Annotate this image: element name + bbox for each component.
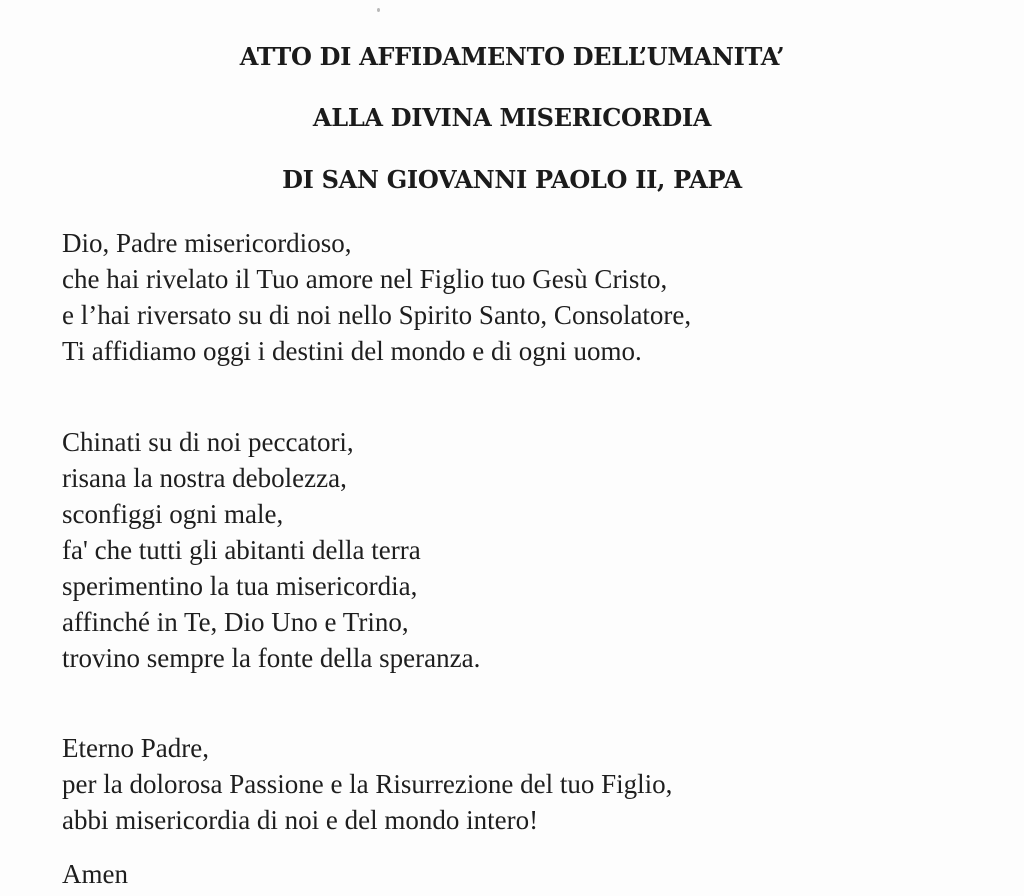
stanza-line: Chinati su di noi peccatori, <box>62 427 354 457</box>
stanza-1 <box>62 225 691 369</box>
stanza-line: Ti affidiamo oggi i destini del mondo e di ogni uomo. <box>62 336 642 366</box>
title-line-1: ATTO DI AFFIDAMENTO DELL’UMANITA’ <box>239 42 785 71</box>
title-line-3: DI SAN GIOVANNI PAOLO II, PAPA <box>282 165 742 194</box>
closing-amen: Amen <box>62 859 128 889</box>
stanza-3 <box>62 730 672 838</box>
title-line-2: ALLA DIVINA MISERICORDIA <box>312 103 712 132</box>
stanza-line: risana la nostra debolezza, <box>62 463 347 493</box>
stanza-line: trovino sempre la fonte della speranza. <box>62 643 481 673</box>
stanza-line: affinché in Te, Dio Uno e Trino, <box>62 607 409 637</box>
paper-speck <box>377 8 380 12</box>
stanza-line: Eterno Padre, <box>62 733 209 763</box>
stanza-line: abbi misericordia di noi e del mondo intero! <box>62 805 539 835</box>
stanza-line: per la dolorosa Passione e la Risurrezione del tuo Figlio, <box>62 769 673 799</box>
stanza-line: sconfiggi ogni male, <box>62 499 284 529</box>
stanza-line: Dio, Padre misericordioso, <box>62 228 352 258</box>
stanza-line: fa' che tutti gli abitanti della terra <box>62 535 421 565</box>
stanza-line: che hai rivelato il Tuo amore nel Figlio tuo Gesù Cristo, <box>62 264 668 294</box>
stanza-2 <box>62 424 480 676</box>
stanza-line: e l’hai riversato su di noi nello Spirito Santo, Consolatore, <box>62 300 692 330</box>
stanza-line: sperimentino la tua misericordia, <box>62 571 418 601</box>
